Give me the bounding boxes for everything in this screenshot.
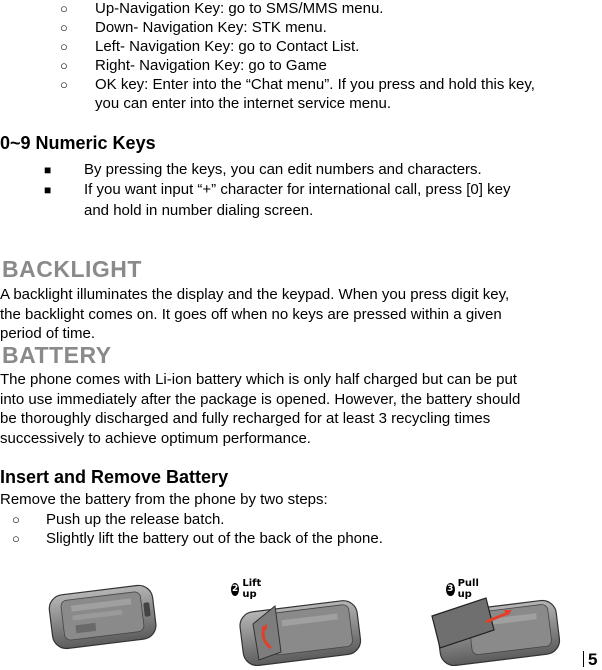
circle-bullet-icon: ○ [60,58,68,73]
phone-back-figure-1 [44,572,160,657]
backlight-paragraph [0,285,590,344]
pull-up-label: Pull up [457,578,479,600]
circle-bullet-icon: ○ [60,39,68,54]
phone-lift-icon [231,586,367,666]
numeric-keys-item-1: By pressing the keys, you can edit numbers and characters. [84,161,482,178]
step-1-text: Push up the release batch. [46,511,225,528]
text-line: successively to achieve optimum performance. [0,430,311,448]
battery-paragraph [0,370,590,449]
circle-bullet-icon: ○ [60,77,68,92]
text-line: A backlight illuminates the display and the keypad. When you press digit key, [0,286,510,303]
text-line: the backlight comes on. It goes off when no keys are pressed within a given [0,305,502,323]
text-line: period of time. [0,325,96,343]
backlight-heading: BACKLIGHT [2,256,142,282]
step-number-icon: 2 [232,583,239,594]
circle-bullet-icon: ○ [12,531,20,546]
nav-key-right-text: Right- Navigation Key: go to Game [95,57,327,74]
circle-bullet-icon: ○ [60,1,68,16]
square-bullet-icon: ■ [44,183,52,197]
text-line: The phone comes with Li-ion battery which is only half charged but can be put [0,371,517,388]
page-number-divider [583,651,584,667]
battery-heading: BATTERY [2,342,112,368]
nav-key-left-text: Left- Navigation Key: go to Contact List. [95,38,360,55]
step-number-icon: 3 [447,583,454,594]
numeric-keys-item-2-continued: and hold in number dialing screen. [84,202,314,219]
square-bullet-icon: ■ [44,163,52,177]
circle-bullet-icon: ○ [12,512,20,527]
nav-key-up-text: Up-Navigation Key: go to SMS/MMS menu. [95,0,384,17]
phone-pull-icon [428,586,564,666]
text-line: into use immediately after the package is opened. However, the battery should [0,390,521,408]
lift-up-label: Lift up [242,578,262,600]
circle-bullet-icon: ○ [60,20,68,35]
insert-remove-heading: Insert and Remove Battery [0,467,229,487]
text-line: be thoroughly discharged and fully recharged for at least 3 recycling times [0,410,491,428]
page-number-value: 5 [588,650,598,669]
nav-key-down-text: Down- Navigation Key: STK menu. [95,19,327,36]
ok-key-text-continued: you can enter into the internet service menu. [95,95,392,112]
numeric-keys-item-2: If you want input “+” character for international call, press [0] key [84,181,511,198]
insert-remove-intro: Remove the battery from the phone by two steps: [0,491,328,508]
numeric-keys-heading: 0~9 Numeric Keys [0,133,156,153]
step-2-text: Slightly lift the battery out of the back of the phone. [46,530,383,547]
ok-key-text: OK key: Enter into the “Chat menu”. If you press and hold this key, [95,76,535,93]
page-number [583,650,597,670]
phone-back-icon [44,572,160,652]
